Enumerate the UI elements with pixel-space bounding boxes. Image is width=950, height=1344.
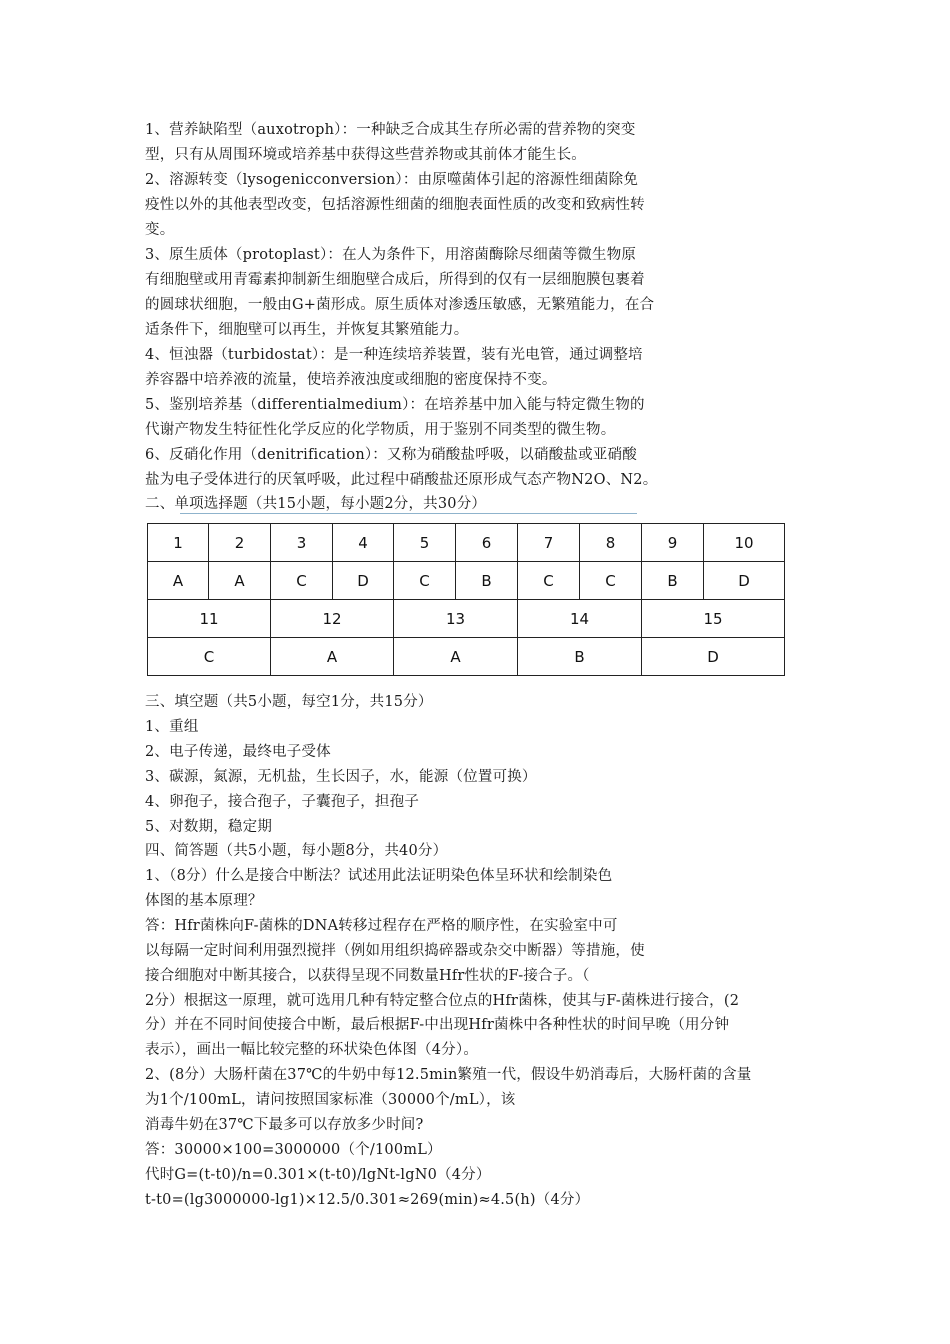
term-2-line-1: 2、溶源转变（lysogenicconversion）：由原噬菌体引起的溶源性细菌除免 xyxy=(145,172,639,188)
term-1-line-2: 型，只有从周围环境或培养基中获得这些营养物或其前体才能生长。 xyxy=(145,147,586,163)
term-6-line-2: 盐为电子受体进行的厌氧呼吸，此过程中硝酸盐还原形成气态产物N2O、N2。 xyxy=(145,472,658,488)
answer-row-numbers-1 xyxy=(148,524,785,562)
fill-answer-4: 4、卵孢子，接合孢子，子囊孢子，担孢子 xyxy=(145,794,420,810)
term-4-line-1: 4、恒浊器（turbidostat）：是一种连续培养装置，装有光电管，通过调整培 xyxy=(145,347,643,363)
table-cell: 9 xyxy=(642,524,704,562)
fill-answer-1: 1、重组 xyxy=(145,719,199,735)
table-cell: 15 xyxy=(642,600,785,638)
table-cell: 2 xyxy=(209,524,271,562)
answer-2-line-3: t-t0=(lg3000000-lg1)×12.5/0.301≈269(min)≈4.5(h)（4分） xyxy=(145,1192,590,1208)
answer-1-line-5: 分）并在不同时间使接合中断，最后根据F-中出现Hfr菌株中各种性状的时间早晚（用分钟 xyxy=(145,1017,730,1033)
table-cell: 1 xyxy=(148,524,209,562)
table-cell: A xyxy=(394,638,518,676)
term-3-line-4: 适条件下，细胞壁可以再生，并恢复其繁殖能力。 xyxy=(145,322,469,338)
table-cell: 8 xyxy=(580,524,642,562)
table-cell: C xyxy=(148,638,271,676)
term-3-line-2: 有细胞壁或用青霉素抑制新生细胞壁合成后，所得到的仅有一层细胞膜包裹着 xyxy=(145,272,645,288)
table-cell: D xyxy=(704,562,785,600)
fill-answer-2: 2、电子传递，最终电子受体 xyxy=(145,744,331,760)
table-cell: 13 xyxy=(394,600,518,638)
term-5-line-1: 5、鉴别培养基（differentialmedium）：在培养基中加入能与特定微生物的 xyxy=(145,397,645,413)
answer-2-line-1: 答：30000×100=3000000（个/100mL） xyxy=(145,1142,442,1158)
section-2-heading: 二、单项选择题（共15小题，每小题2分，共30分） xyxy=(145,496,487,512)
answer-row-answers-2 xyxy=(148,638,785,676)
table-cell: D xyxy=(642,638,785,676)
table-cell: 7 xyxy=(518,524,580,562)
table-cell: C xyxy=(271,562,333,600)
table-cell: 12 xyxy=(271,600,394,638)
section-4-heading: 四、简答题（共5小题，每小题8分，共40分） xyxy=(145,843,448,859)
table-cell: 5 xyxy=(394,524,456,562)
term-2-line-2: 疫性以外的其他表型改变，包括溶源性细菌的细胞表面性质的改变和致病性转 xyxy=(145,197,645,213)
term-3-line-1: 3、原生质体（protoplast）：在人为条件下，用溶菌酶除尽细菌等微生物原 xyxy=(145,247,637,263)
answer-1-line-6: 表示），画出一幅比较完整的环状染色体图（4分）。 xyxy=(145,1042,479,1058)
question-1-line-2: 体图的基本原理？ xyxy=(145,893,263,909)
fill-answer-5: 5、对数期，稳定期 xyxy=(145,819,273,835)
term-1-line-1: 1、营养缺陷型（auxotroph）：一种缺乏合成其生存所必需的营养物的突变 xyxy=(145,122,636,138)
term-2-line-3: 变。 xyxy=(145,222,175,238)
table-cell: A xyxy=(271,638,394,676)
table-cell: 3 xyxy=(271,524,333,562)
question-2-line-1: 2、(8分）大肠杆菌在37℃的牛奶中每12.5min繁殖一代，假设牛奶消毒后，大肠杆菌的含量 xyxy=(145,1067,752,1083)
fill-answer-3: 3、碳源，氮源，无机盐，生长因子，水，能源（位置可换） xyxy=(145,769,537,785)
table-cell: 14 xyxy=(518,600,642,638)
question-1-line-1: 1、（8分）什么是接合中断法？试述用此法证明染色体呈环状和绘制染色 xyxy=(145,868,613,884)
table-cell: B xyxy=(456,562,518,600)
answer-1-line-4: 2分）根据这一原理，就可选用几种有特定整合位点的Hfr菌株，使其与F-菌株进行接合，(2 xyxy=(145,993,740,1009)
table-cell: 6 xyxy=(456,524,518,562)
table-cell: C xyxy=(580,562,642,600)
answer-row-numbers-2 xyxy=(148,600,785,638)
table-cell: 10 xyxy=(704,524,785,562)
answer-row-answers-1 xyxy=(148,562,785,600)
answer-1-line-2: 以每隔一定时间利用强烈搅拌（例如用组织捣碎器或杂交中断器）等措施，使 xyxy=(145,943,645,959)
question-2-line-2: 为1个/100mL，请问按照国家标准（30000个/mL），该 xyxy=(145,1092,516,1108)
term-5-line-2: 代谢产物发生特征性化学反应的化学物质，用于鉴别不同类型的微生物。 xyxy=(145,422,616,438)
answer-2-line-2: 代时G=(t-t0)/n=0.301×(t-t0)/lgNt-lgN0（4分） xyxy=(145,1167,491,1183)
table-cell: C xyxy=(394,562,456,600)
heading-underline xyxy=(180,513,637,514)
term-6-line-1: 6、反硝化作用（denitrification）：又称为硝酸盐呼吸，以硝酸盐或亚硝酸 xyxy=(145,447,637,463)
answer-1-line-1: 答：Hfr菌株向F-菌株的DNA转移过程存在严格的顺序性，在实验室中可 xyxy=(145,918,618,934)
table-cell: 11 xyxy=(148,600,271,638)
term-3-line-3: 的圆球状细胞，一般由G+菌形成。原生质体对渗透压敏感，无繁殖能力，在合 xyxy=(145,297,655,313)
table-cell: C xyxy=(518,562,580,600)
question-2-line-3: 消毒牛奶在37℃下最多可以存放多少时间? xyxy=(145,1117,424,1133)
section-3-heading: 三、填空题（共5小题，每空1分，共15分） xyxy=(145,694,433,710)
table-cell: B xyxy=(642,562,704,600)
table-cell: A xyxy=(148,562,209,600)
table-cell: 4 xyxy=(333,524,394,562)
answer-table xyxy=(147,523,785,676)
table-cell: B xyxy=(518,638,642,676)
term-4-line-2: 养容器中培养液的流量，使培养液浊度或细胞的密度保持不变。 xyxy=(145,372,557,388)
table-cell: A xyxy=(209,562,271,600)
table-cell: D xyxy=(333,562,394,600)
answer-1-line-3: 接合细胞对中断其接合，以获得呈现不同数量Hfr性状的F-接合子。（ xyxy=(145,968,590,984)
